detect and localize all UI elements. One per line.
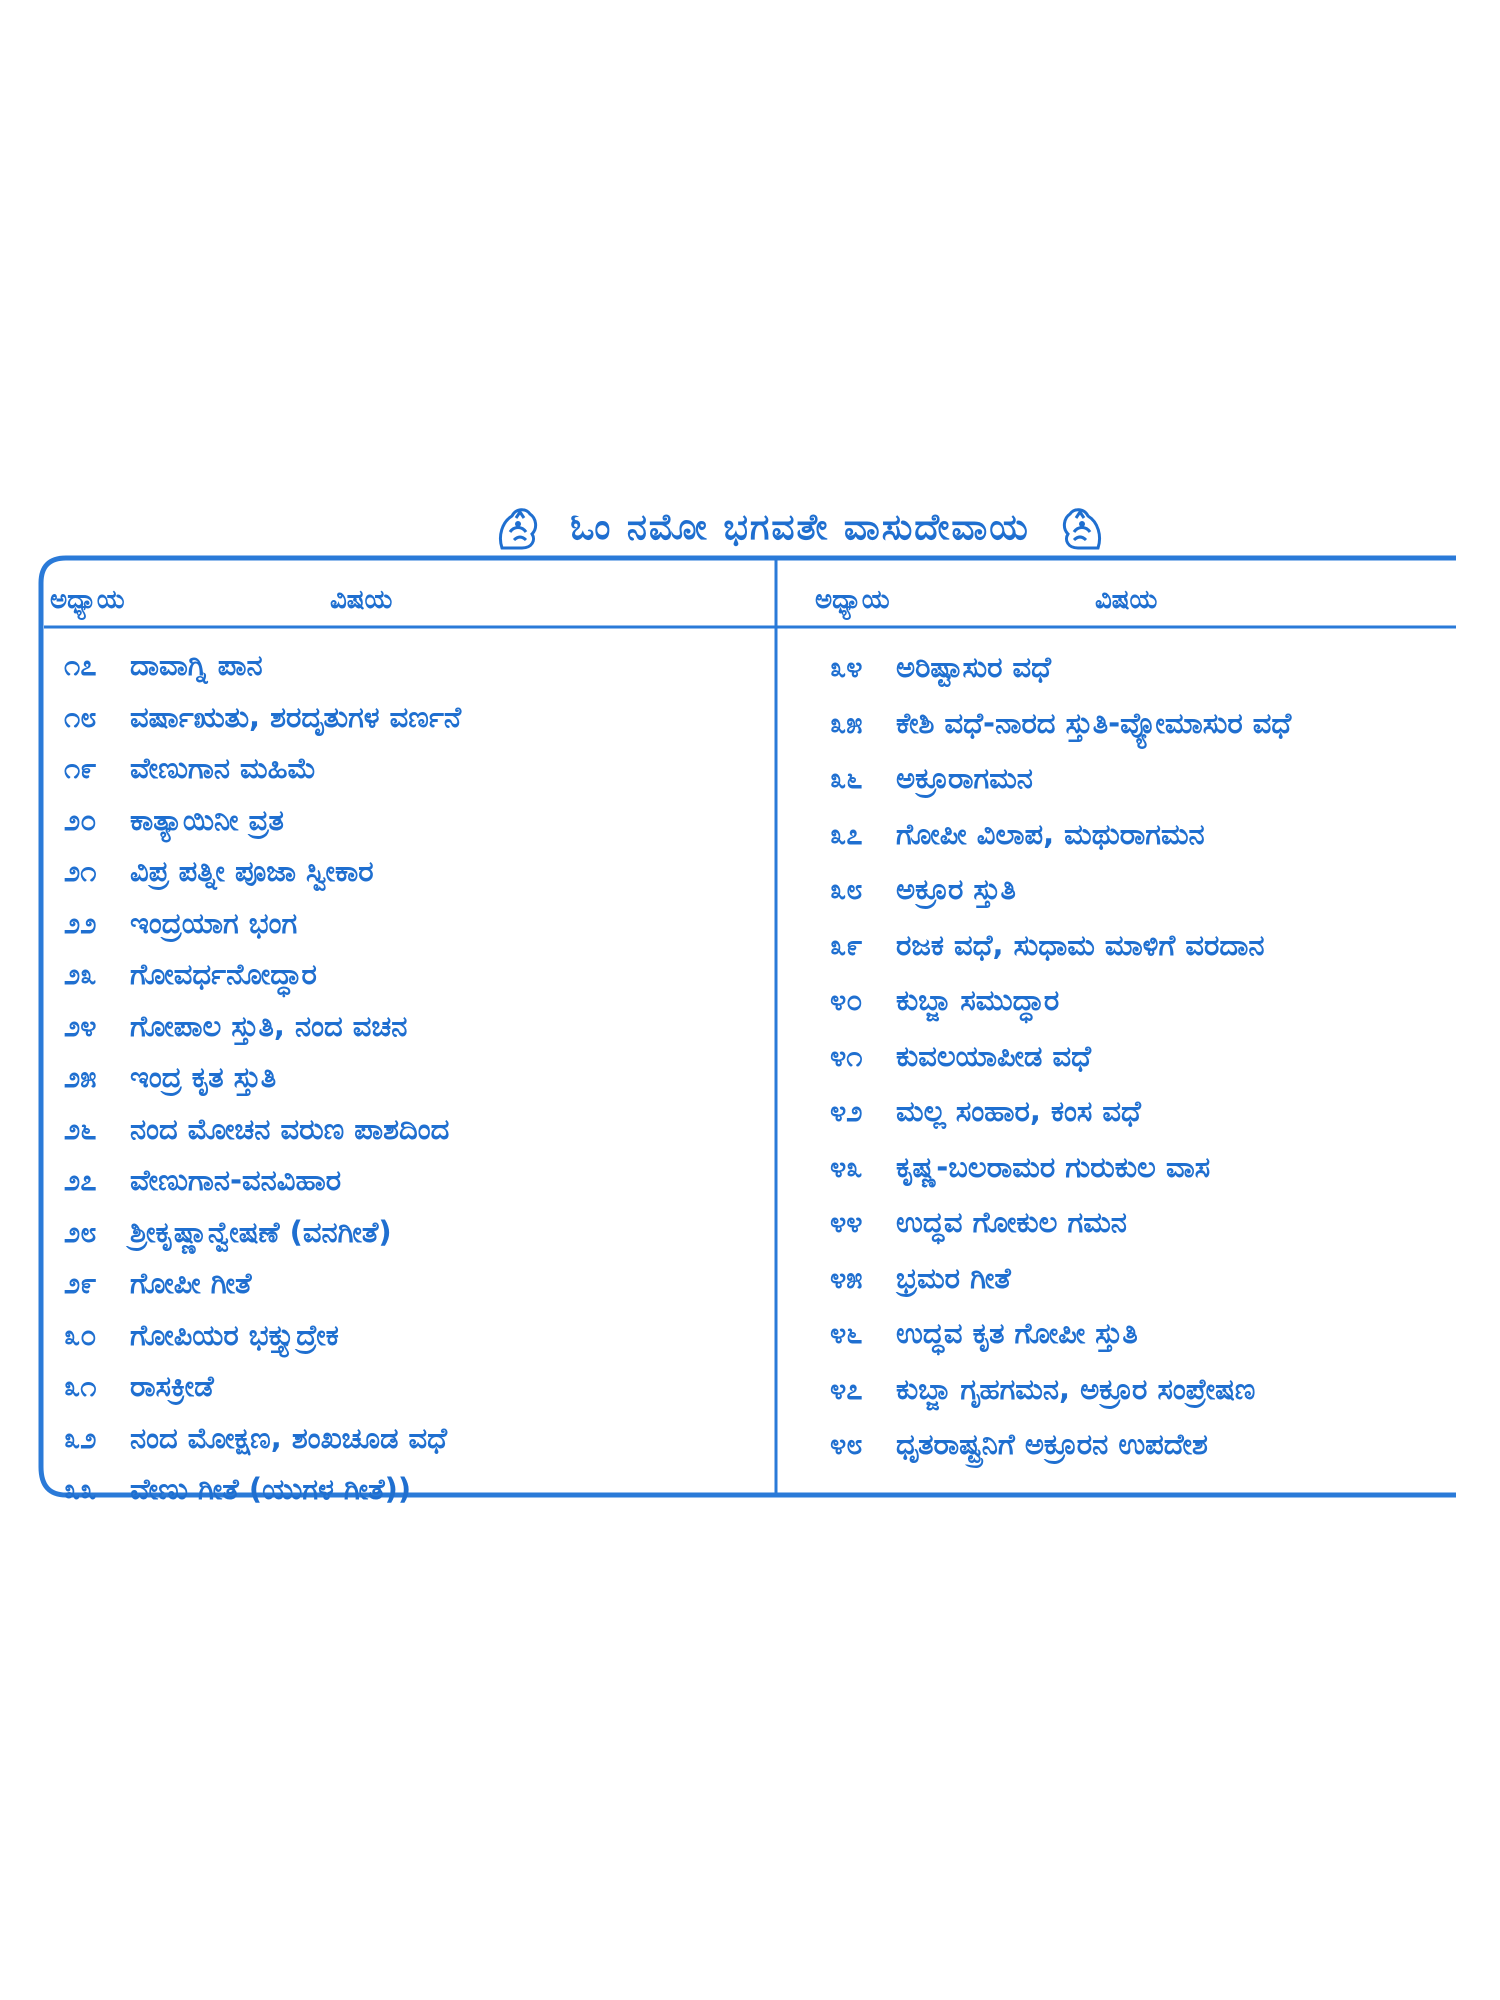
chapter-title: ಕುವಲಯಾಪೀಡ ವಧೆ — [896, 1038, 1092, 1073]
list-item — [64, 1258, 461, 1310]
left-chapter-header: ಅಧ್ಯಾಯ — [50, 585, 125, 615]
chapter-title: ಕಾತ್ಯಾಯಿನೀ ವ್ರತ — [130, 802, 284, 837]
chapter-number: ೩೭ — [830, 816, 863, 851]
list-item — [64, 846, 461, 898]
chapter-number: ೩೩ — [64, 1472, 97, 1507]
page-header — [420, 500, 1180, 556]
chapter-number: ೪೨ — [830, 1094, 863, 1129]
list-item — [64, 692, 461, 744]
list-item — [830, 1417, 1291, 1473]
list-item — [64, 743, 461, 795]
chapter-number: ೩೬ — [830, 761, 863, 796]
list-item — [64, 1001, 461, 1053]
list-item — [830, 640, 1291, 696]
deity-emblem-icon — [1056, 502, 1108, 554]
list-item — [830, 751, 1291, 807]
chapter-number: ೩೮ — [830, 872, 863, 907]
chapter-title: ಗೋವರ್ಧನೋದ್ಧಾರ — [130, 957, 317, 992]
chapter-title: ಇಂದ್ರ ಕೃತ ಸ್ತುತಿ — [130, 1060, 277, 1095]
chapter-title: ರಜಕ ವಧೆ, ಸುಧಾಮ ಮಾಳಿಗೆ ವರದಾನ — [896, 927, 1265, 962]
list-item — [64, 1361, 461, 1413]
chapter-number: ೪೬ — [830, 1316, 863, 1351]
list-item — [64, 1310, 461, 1362]
list-item — [64, 898, 461, 950]
chapter-number: ೩೧ — [64, 1369, 97, 1404]
list-item — [830, 807, 1291, 863]
list-item — [830, 1362, 1291, 1418]
chapter-number: ೩೪ — [830, 650, 863, 685]
chapter-number: ೨೬ — [64, 1111, 97, 1146]
chapter-number: ೨೦ — [64, 802, 97, 837]
chapter-number: ೪೦ — [830, 983, 863, 1018]
chapter-title: ವರ್ಷಾಋತು, ಶರದೃತುಗಳ ವರ್ಣನೆ — [130, 699, 462, 734]
list-item — [64, 1207, 461, 1259]
list-item — [830, 696, 1291, 752]
chapter-number: ೨೭ — [64, 1163, 97, 1198]
list-item — [64, 795, 461, 847]
chapter-title: ನಂದ ಮೋಚನ ವರುಣ ಪಾಶದಿಂದ — [130, 1111, 450, 1146]
list-item — [830, 1140, 1291, 1196]
chapter-title: ವೇಣು ಗೀತೆ (ಯುಗಳ ಗೀತೆ)) — [130, 1472, 412, 1507]
list-item — [64, 1104, 461, 1156]
chapter-number: ೨೮ — [64, 1214, 97, 1249]
chapter-title: ಅಕ್ರೂರಾಗಮನ — [896, 761, 1033, 796]
chapter-number: ೪೪ — [830, 1205, 863, 1240]
chapter-number: ೪೧ — [830, 1038, 863, 1073]
chapter-title: ವೇಣುಗಾನ ಮಹಿಮೆ — [130, 751, 317, 786]
chapter-number: ೪೫ — [830, 1260, 863, 1295]
chapter-number: ೩೨ — [64, 1420, 97, 1455]
chapter-title: ಕೃಷ್ಣ-ಬಲರಾಮರ ಗುರುಕುಲ ವಾಸ — [896, 1149, 1211, 1184]
list-item — [64, 949, 461, 1001]
chapter-number: ೩೦ — [64, 1317, 97, 1352]
list-item — [64, 1052, 461, 1104]
chapter-number: ೧೭ — [64, 648, 97, 683]
left-subject-header: ವಿಷಯ — [330, 585, 393, 615]
right-subject-header: ವಿಷಯ — [1095, 585, 1158, 615]
page-title: ಓಂ ನಮೋ ಭಗವತೇ ವಾಸುದೇವಾಯ — [570, 507, 1030, 548]
list-item — [830, 918, 1291, 974]
chapter-title: ಅಕ್ರೂರ ಸ್ತುತಿ — [896, 872, 1016, 907]
chapter-title: ಗೋಪೀ ವಿಲಾಪ, ಮಥುರಾಗಮನ — [896, 816, 1205, 851]
right-chapter-header: ಅಧ್ಯಾಯ — [815, 585, 890, 615]
chapter-title: ಗೋಪೀ ಗೀತೆ — [130, 1266, 252, 1301]
list-item — [64, 1413, 461, 1465]
chapter-title: ದಾವಾಗ್ನಿ ಪಾನ — [130, 648, 263, 683]
chapter-number: ೨೫ — [64, 1060, 97, 1095]
left-chapter-list — [64, 640, 461, 1516]
chapter-title: ಕೇಶಿ ವಧೆ-ನಾರದ ಸ್ತುತಿ-ವ್ಯೋಮಾಸುರ ವಧೆ — [896, 705, 1292, 740]
chapter-number: ೨೪ — [64, 1008, 97, 1043]
chapter-number: ೩೯ — [830, 927, 863, 962]
right-chapter-list — [830, 640, 1291, 1473]
chapter-number: ೨೧ — [64, 854, 97, 889]
chapter-title: ಗೋಪಾಲ ಸ್ತುತಿ, ನಂದ ವಚನ — [130, 1008, 408, 1043]
chapter-number: ೪೮ — [830, 1427, 863, 1462]
list-item — [830, 973, 1291, 1029]
list-item — [830, 1306, 1291, 1362]
list-item — [830, 862, 1291, 918]
chapter-number: ೪೩ — [830, 1149, 863, 1184]
chapter-number: ೨೩ — [64, 957, 97, 992]
chapter-number: ೧೯ — [64, 751, 97, 786]
list-item — [64, 1464, 461, 1516]
chapter-title: ಉದ್ಧವ ಕೃತ ಗೋಪೀ ಸ್ತುತಿ — [896, 1316, 1138, 1351]
chapter-title: ನಂದ ಮೋಕ್ಷಣ, ಶಂಖಚೂಡ ವಧೆ — [130, 1420, 448, 1455]
list-item — [830, 1251, 1291, 1307]
chapter-number: ೩೫ — [830, 705, 863, 740]
list-item — [830, 1195, 1291, 1251]
list-item — [830, 1029, 1291, 1085]
chapter-number: ೨೯ — [64, 1266, 97, 1301]
chapter-title: ಅರಿಷ್ಟಾಸುರ ವಧೆ — [896, 650, 1052, 685]
chapter-title: ಭ್ರಮರ ಗೀತೆ — [896, 1260, 1011, 1295]
chapter-title: ವೇಣುಗಾನ-ವನವಿಹಾರ — [130, 1163, 342, 1198]
list-item — [64, 640, 461, 692]
chapter-title: ಕುಬ್ಜಾ ಸಮುದ್ಧಾರ — [896, 983, 1060, 1018]
chapter-title: ಧೃತರಾಷ್ಟ್ರನಿಗೆ ಅಕ್ರೂರನ ಉಪದೇಶ — [896, 1427, 1208, 1462]
chapter-title: ರಾಸಕ್ರೀಡೆ — [130, 1369, 214, 1404]
chapter-number: ೨೨ — [64, 905, 97, 940]
chapter-title: ಇಂದ್ರಯಾಗ ಭಂಗ — [130, 905, 298, 940]
chapter-title: ಶ್ರೀಕೃಷ್ಣಾನ್ವೇಷಣೆ (ವನಗೀತೆ) — [130, 1214, 392, 1249]
chapter-number: ೧೮ — [64, 699, 97, 734]
chapter-title: ಗೋಪಿಯರ ಭಕ್ತ್ಯುದ್ರೇಕ — [130, 1317, 339, 1352]
list-item — [64, 1155, 461, 1207]
list-item — [830, 1084, 1291, 1140]
chapter-number: ೪೭ — [830, 1371, 863, 1406]
deity-emblem-icon — [492, 502, 544, 554]
chapter-title: ಕುಬ್ಜಾ ಗೃಹಗಮನ, ಅಕ್ರೂರ ಸಂಪ್ರೇಷಣ — [896, 1371, 1256, 1406]
chapter-title: ವಿಪ್ರ ಪತ್ನೀ ಪೂಜಾ ಸ್ವೀಕಾರ — [130, 854, 374, 889]
chapter-title: ಮಲ್ಲ ಸಂಹಾರ, ಕಂಸ ವಧೆ — [896, 1094, 1141, 1129]
chapter-title: ಉದ್ಧವ ಗೋಕುಲ ಗಮನ — [896, 1205, 1127, 1240]
